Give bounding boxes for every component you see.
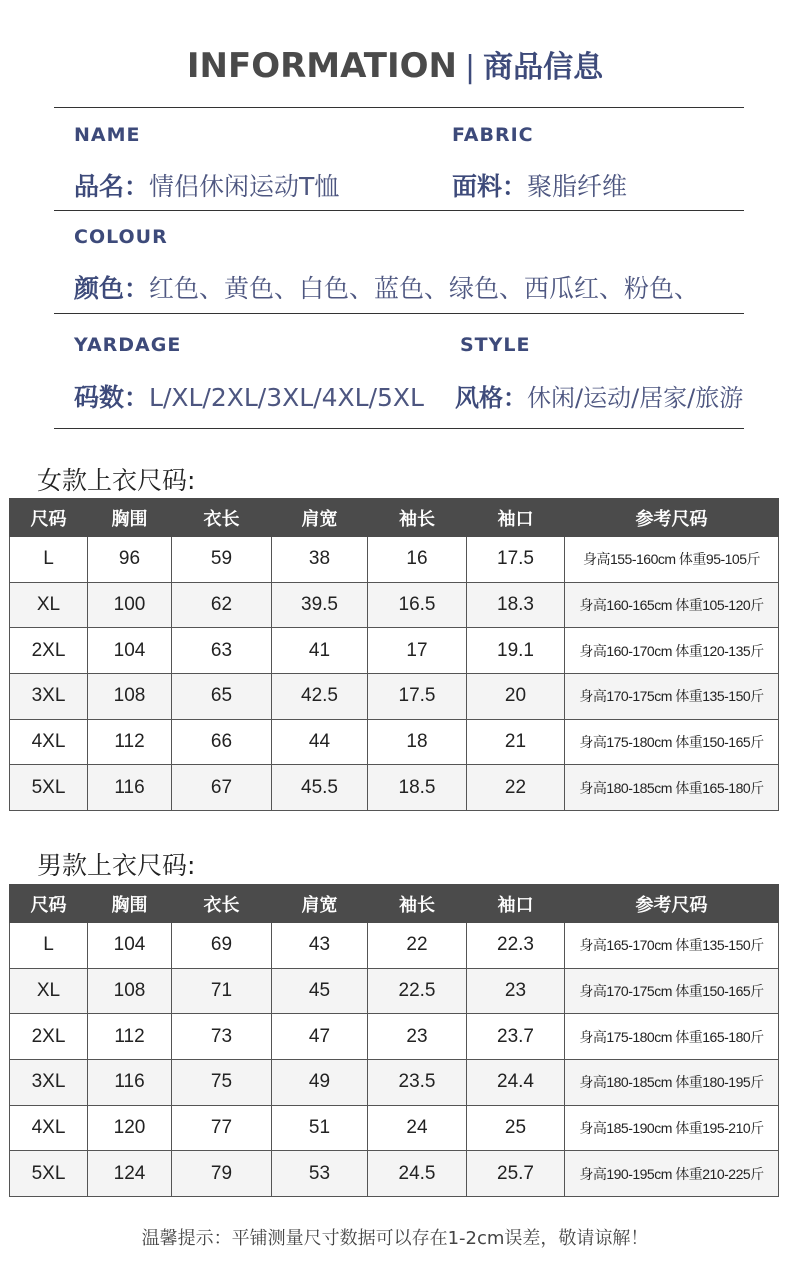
table-cell: 79 [172,1151,272,1197]
table-cell: 41 [272,628,368,674]
table-cell: 23 [368,1014,467,1060]
table-cell: XL [10,968,88,1014]
title-cn: 商品信息 [483,50,604,85]
fabric-text: 聚脂纤维 [527,172,628,201]
table-row [10,1105,779,1151]
column-header: 袖长 [368,885,467,923]
women-size-title: 女款上衣尺码: [37,466,196,495]
table-cell: 17.5 [368,674,467,720]
table-row [10,628,779,674]
column-header: 袖长 [368,499,467,537]
men-size-title: 男款上衣尺码: [37,851,196,880]
reference-size-cell: 身高165-170cm 体重135-150斤 [565,923,779,969]
table-cell: 63 [172,628,272,674]
colour-value [74,269,699,305]
style-key: 风格： [455,384,527,412]
table-cell: 22 [467,765,565,811]
colour-text: 红色、黄色、白色、蓝色、绿色、西瓜红、粉色、 [149,274,700,303]
table-cell: 24 [368,1105,467,1151]
reference-size-cell: 身高180-185cm 体重180-195斤 [565,1060,779,1106]
column-header: 衣长 [172,499,272,537]
table-cell: 42.5 [272,674,368,720]
table-cell: 39.5 [272,582,368,628]
fabric-label: FABRIC [452,124,534,146]
table-cell: 59 [172,537,272,583]
table-cell: 62 [172,582,272,628]
divider [54,210,744,211]
table-row [10,719,779,765]
table-cell: 3XL [10,674,88,720]
table-cell: 22.3 [467,923,565,969]
column-header: 尺码 [10,885,88,923]
table-header-row [10,499,779,537]
men-size-table [9,884,779,1197]
table-cell: 18 [368,719,467,765]
reference-size-cell: 身高180-185cm 体重165-180斤 [565,765,779,811]
divider [54,428,744,429]
women-size-table [9,498,779,811]
table-cell: 96 [88,537,172,583]
table-cell: 116 [88,1060,172,1106]
table-row [10,1060,779,1106]
column-header: 胸围 [88,499,172,537]
name-value [74,167,339,203]
reference-size-cell: 身高175-180cm 体重150-165斤 [565,719,779,765]
table-cell: 20 [467,674,565,720]
table-cell: 43 [272,923,368,969]
table-row [10,674,779,720]
colour-label: COLOUR [74,226,168,248]
table-row [10,765,779,811]
reference-size-cell: 身高185-190cm 体重195-210斤 [565,1105,779,1151]
column-header: 尺码 [10,499,88,537]
reference-size-cell: 身高170-175cm 体重135-150斤 [565,674,779,720]
table-cell: 22 [368,923,467,969]
table-cell: L [10,537,88,583]
style-value [455,378,743,413]
measurement-note: 温馨提示：平铺测量尺寸数据可以存在1-2cm误差，敬请谅解！ [141,1228,649,1249]
table-cell: 53 [272,1151,368,1197]
colour-key: 颜色： [74,274,150,303]
column-header: 肩宽 [272,885,368,923]
table-cell: 45 [272,968,368,1014]
table-row [10,923,779,969]
table-cell: 5XL [10,765,88,811]
table-row [10,582,779,628]
table-cell: 100 [88,582,172,628]
page-title [0,42,790,86]
table-cell: 23 [467,968,565,1014]
table-cell: 4XL [10,1105,88,1151]
table-cell: 16 [368,537,467,583]
column-header: 袖口 [467,885,565,923]
table-cell: 108 [88,968,172,1014]
table-cell: 18.5 [368,765,467,811]
table-header-row [10,885,779,923]
table-cell: L [10,923,88,969]
column-header: 胸围 [88,885,172,923]
table-cell: 38 [272,537,368,583]
style-text: 休闲/运动/居家/旅游 [527,384,744,412]
reference-size-cell: 身高160-170cm 体重120-135斤 [565,628,779,674]
table-cell: 17.5 [467,537,565,583]
reference-size-cell: 身高190-195cm 体重210-225斤 [565,1151,779,1197]
table-cell: 5XL [10,1151,88,1197]
yardage-key: 码数： [74,383,150,412]
table-cell: 66 [172,719,272,765]
table-cell: 47 [272,1014,368,1060]
divider [54,107,744,108]
table-cell: 3XL [10,1060,88,1106]
table-cell: 23.5 [368,1060,467,1106]
style-label: STYLE [460,334,531,356]
table-cell: 2XL [10,628,88,674]
table-cell: 71 [172,968,272,1014]
divider [54,313,744,314]
reference-size-cell: 身高170-175cm 体重150-165斤 [565,968,779,1014]
table-cell: 73 [172,1014,272,1060]
table-row [10,1151,779,1197]
table-cell: 22.5 [368,968,467,1014]
table-cell: 45.5 [272,765,368,811]
title-separator: | [465,50,476,85]
table-cell: 124 [88,1151,172,1197]
table-cell: 25.7 [467,1151,565,1197]
title-en: INFORMATION [186,46,457,86]
table-cell: 65 [172,674,272,720]
table-cell: 18.3 [467,582,565,628]
table-cell: 75 [172,1060,272,1106]
table-row [10,968,779,1014]
column-header: 衣长 [172,885,272,923]
table-cell: 4XL [10,719,88,765]
table-cell: 108 [88,674,172,720]
table-cell: 67 [172,765,272,811]
table-cell: 24.5 [368,1151,467,1197]
table-cell: XL [10,582,88,628]
table-cell: 21 [467,719,565,765]
table-cell: 19.1 [467,628,565,674]
column-header: 袖口 [467,499,565,537]
table-cell: 104 [88,923,172,969]
column-header: 参考尺码 [565,885,779,923]
column-header: 参考尺码 [565,499,779,537]
table-cell: 51 [272,1105,368,1151]
name-label: NAME [74,124,141,146]
fabric-value [452,167,627,203]
table-cell: 112 [88,1014,172,1060]
table-cell: 2XL [10,1014,88,1060]
table-cell: 23.7 [467,1014,565,1060]
reference-size-cell: 身高155-160cm 体重95-105斤 [565,537,779,583]
table-row [10,1014,779,1060]
reference-size-cell: 身高160-165cm 体重105-120斤 [565,582,779,628]
table-cell: 24.4 [467,1060,565,1106]
table-cell: 17 [368,628,467,674]
table-cell: 69 [172,923,272,969]
table-cell: 49 [272,1060,368,1106]
yardage-value [74,378,424,414]
table-cell: 120 [88,1105,172,1151]
table-cell: 44 [272,719,368,765]
fabric-key: 面料： [452,172,528,201]
name-key: 品名： [74,172,150,201]
table-cell: 25 [467,1105,565,1151]
table-row [10,537,779,583]
yardage-text: L/XL/2XL/3XL/4XL/5XL [149,383,424,412]
column-header: 肩宽 [272,499,368,537]
yardage-label: YARDAGE [74,334,182,356]
table-cell: 116 [88,765,172,811]
table-cell: 112 [88,719,172,765]
table-cell: 104 [88,628,172,674]
reference-size-cell: 身高175-180cm 体重165-180斤 [565,1014,779,1060]
table-cell: 77 [172,1105,272,1151]
name-text: 情侣休闲运动T恤 [149,172,340,201]
table-cell: 16.5 [368,582,467,628]
